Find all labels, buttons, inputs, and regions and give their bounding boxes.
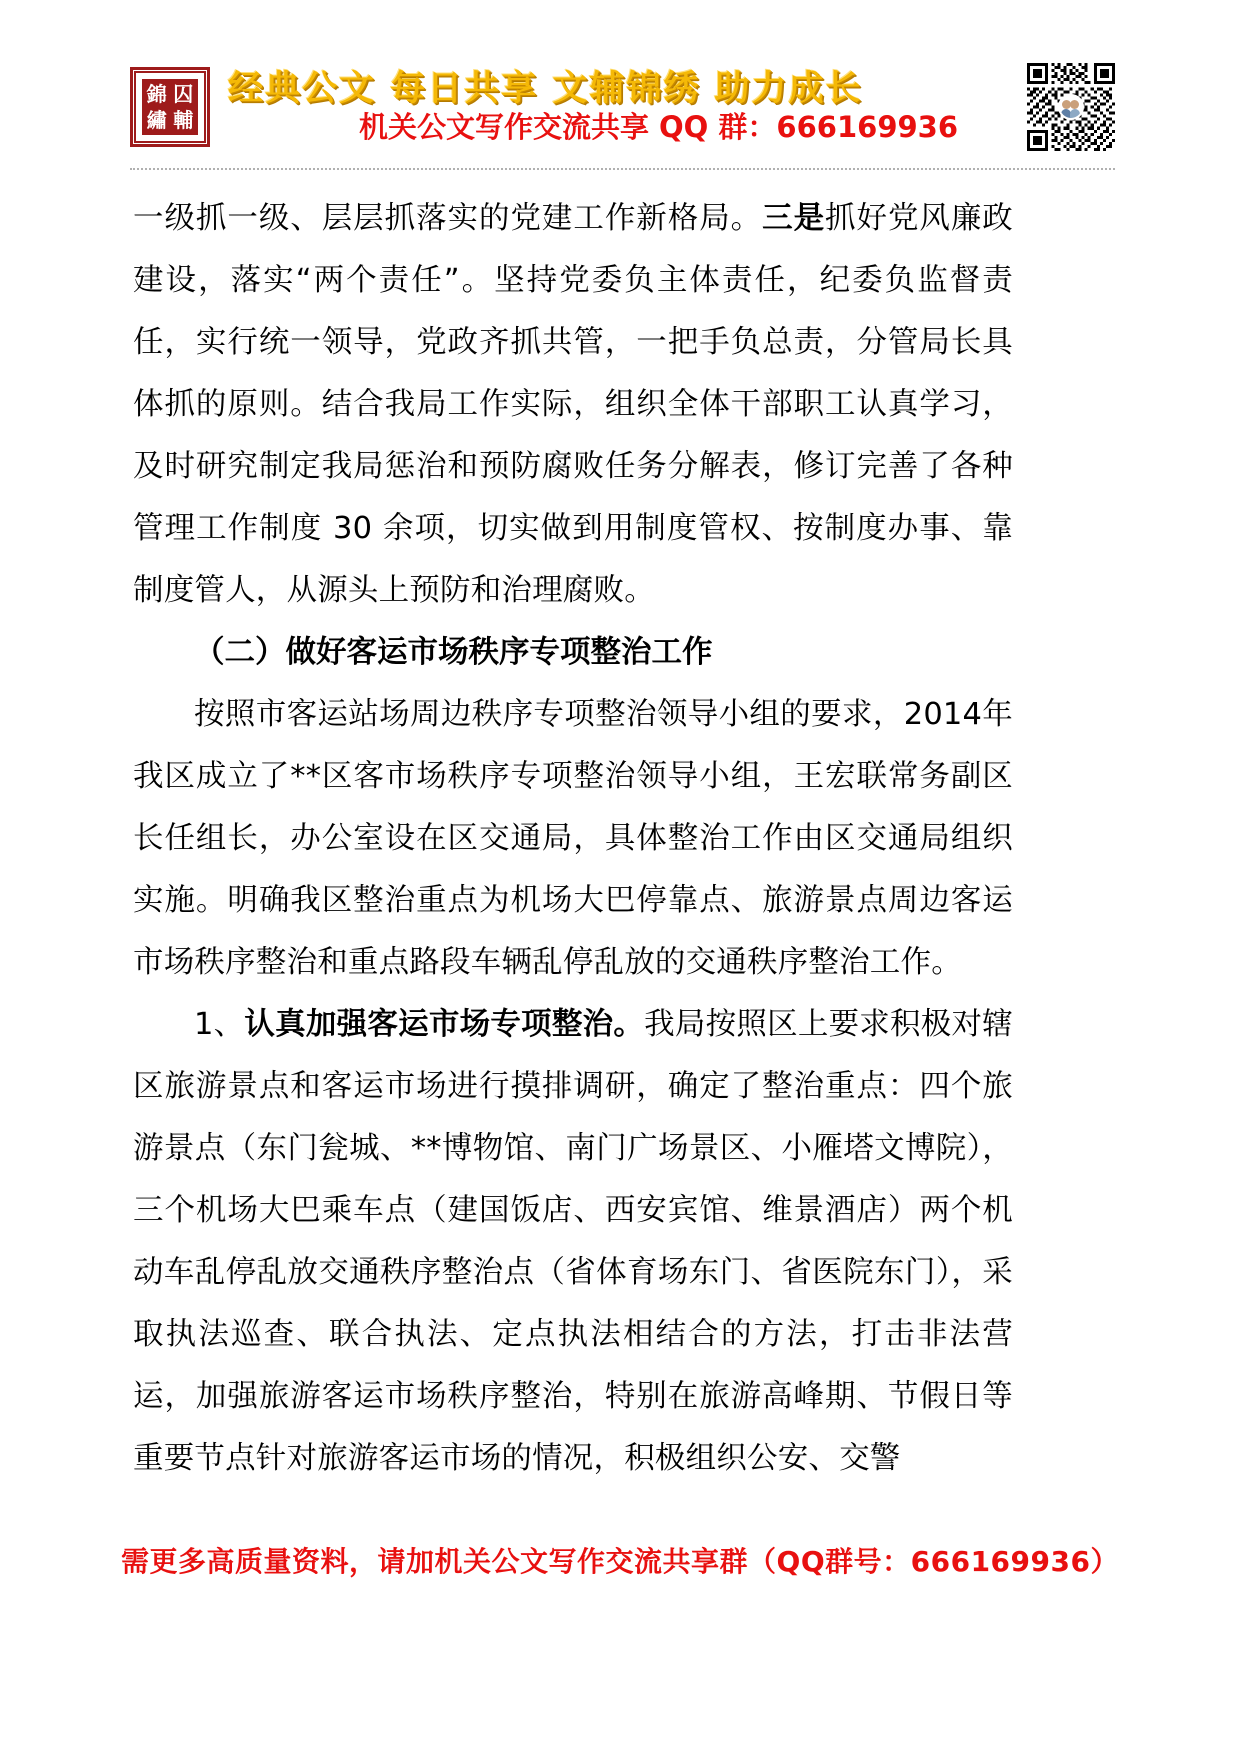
- qr-center-avatar: [1058, 94, 1084, 120]
- avatar-body-right: [1070, 109, 1080, 118]
- paragraph-item-1: [133, 994, 1013, 1490]
- run-plain-1: 一级抓一级、层层抓落实的党建工作新格局。: [133, 201, 763, 236]
- run-p3-bold-title: 认真加强客运市场专项整治。: [244, 1007, 645, 1042]
- document-body: [133, 188, 1013, 1490]
- banner-slogan-gold: 经典公文 每日共享 文辅锦绣 助力成长: [228, 69, 863, 110]
- seal-logo: [130, 67, 210, 147]
- banner-slogan-red: 机关公文写作交流共享 QQ 群：666169936: [358, 109, 959, 144]
- run-p2-plain: 按照市客运站场周边秩序专项整治领导小组的要求，2014年我区成立了**区客市场秩序专项整治领导小组，王宏联常务副区长任组长，办公室设在区交通局，具体整治工作由区交通局组织实施。明确我区整治重点为机场大巴停靠点、旅游景点周边客运市场秩序整治和重点路段车辆乱停乱放的交通秩序整治工作。: [133, 697, 1013, 980]
- promo-banner: [130, 52, 1115, 162]
- seal-char-1: 錦: [146, 81, 167, 106]
- qr-code-icon[interactable]: [1027, 63, 1115, 151]
- run-p3-number: 1、: [194, 1007, 245, 1042]
- seal-char-2: 囚: [173, 81, 194, 106]
- banner-divider: [130, 168, 1115, 170]
- paragraph-continued: [133, 188, 1013, 622]
- avatar-face-right: [1070, 100, 1079, 109]
- run-bold-sanshi: 三是: [762, 201, 826, 236]
- banner-text-block: [210, 69, 1019, 144]
- footer-promo-text: 需更多高质量资料，请加机关公文写作交流共享群（QQ群号：666169936）: [121, 1545, 1119, 1578]
- seal-char-4: 輔: [173, 108, 194, 133]
- paragraph-section2-intro: [133, 684, 1013, 994]
- run-p3-plain: 我局按照区上要求积极对辖区旅游景点和客运市场进行摸排调研，确定了整治重点：四个旅游景点（东门瓮城、**博物馆、南门广场景区、小雁塔文博院），三个机场大巴乘车点（建国饭店、西安宾馆、维景酒店）两个机动车乱停乱放交通秩序整治点（省体育场东门、省医院东门），采取执法巡查、联合执法、定点执法相结合的方法，打击非法营运，加强旅游客运市场秩序整治，特别在旅游高峰期、节假日等重要节点针对旅游客运市场的情况，积极组织公安、交警: [133, 1007, 1013, 1476]
- seal-char-3: 繡: [146, 108, 167, 133]
- section-heading-2: （二）做好客运市场秩序专项整治工作: [194, 635, 713, 670]
- run-plain-2: 抓好党风廉政建设，落实“两个责任”。坚持党委负主体责任，纪委负监督责任，实行统一领导，党政齐抓共管，一把手负总责，分管局长具体抓的原则。结合我局工作实际，组织全体干部职工认真学习，及时研究制定我局惩治和预防腐败任务分解表，修订完善了各种管理工作制度 30 余项，切实做到用制度管权、按制度办事、靠制度管人，从源头上预防和治理腐败。: [133, 201, 1014, 608]
- seal-inner: [142, 79, 198, 135]
